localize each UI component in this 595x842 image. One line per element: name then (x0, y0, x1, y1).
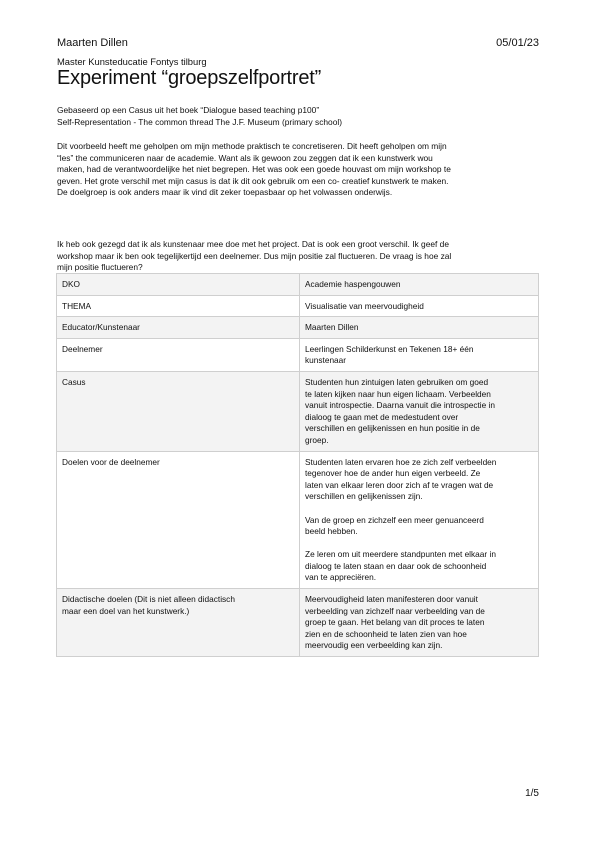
row-key: Didactische doelen (Dit is niet alleen didactisch maar een doel van het kunstwerk.) (57, 589, 300, 657)
source-line: Gebaseerd op een Casus uit het boek “Dialogue based teaching p100” (57, 105, 320, 115)
paragraph-line: De doelgroep is ook anders maar ik vind dit zeker toepasbaar op het volwassen onderwijs. (57, 187, 393, 198)
paragraph-line: “les” the communiceren naar de academie. Want als ik gewoon zou zeggen dat ik een kunstwerk wou (57, 152, 433, 163)
source-line: Self-Representation - The common thread The J.F. Museum (primary school) (57, 117, 343, 127)
paragraph-line: Ik heb ook gezegd dat ik als kunstenaar mee doe met het project. Dat is ook een groot verschil. Ik geef de (57, 239, 449, 249)
table-row (57, 589, 539, 657)
row-key: Deelnemer (57, 338, 300, 371)
document-date: 05/01/23 (496, 37, 539, 49)
row-value: Visualisatie van meervoudigheid (300, 295, 539, 317)
row-key: DKO (57, 274, 300, 296)
position-paragraph (57, 239, 542, 274)
table-row (57, 317, 539, 339)
row-value: Studenten laten ervaren hoe ze zich zelf verbeelden tegenover hoe de ander hun eigen verbeeld. Ze laten van elkaar leren door zich af te vragen wat de verschillen en gelijkenissen zijn. Van de groep en zichzelf een meer genuanceerd beeld hebben. Ze leren om uit meerdere standpunten met elkaar in dialoog te laten staan en daar ook de schoonheid van te appreciëren. (300, 451, 539, 589)
row-value: Leerlingen Schilderkunst en Tekenen 18+ één kunstenaar (300, 338, 539, 371)
row-value: Studenten hun zintuigen laten gebruiken om goed te laten kijken naar hun eigen lichaam. Verbeelden vanuit introspectie. Daarna vanuit die introspectie in dialoog te gaan met de medestudent over verschillen en gelijkenissen en hun positie in de groep. (300, 371, 539, 451)
table-row (57, 451, 539, 589)
table-row (57, 295, 539, 317)
page-title: Experiment “groepszelfportret” (57, 67, 322, 89)
table-row (57, 371, 539, 451)
intro-paragraph (57, 141, 542, 199)
row-key: THEMA (57, 295, 300, 317)
paragraph-line: mijn positie fluctueren? (57, 262, 143, 273)
row-key: Educator/Kunstenaar (57, 317, 300, 339)
paragraph-line: geven. Het grote verschil met mijn casus is dat ik dit ook gebruik om een co- creatief kunstwerk te maken. (57, 175, 449, 186)
row-key: Doelen voor de deelnemer (57, 451, 300, 589)
paragraph-line: workshop maar ik ben ook tegelijkertijd een deelnemer. Dus mijn positie zal fluctueren. De vraag is hoe zal (57, 250, 452, 261)
page-number: 1/5 (525, 788, 539, 799)
info-table (56, 273, 539, 657)
program-name: Master Kunsteducatie Fontys tilburg (57, 56, 207, 67)
row-value: Academie haspengouwen (300, 274, 539, 296)
row-key: Casus (57, 371, 300, 451)
table-row (57, 338, 539, 371)
table-row (57, 274, 539, 296)
paragraph-line: maken, had de verantwoordelijke het niet begrepen. Het was ook een goede houvast om mijn workshop te (57, 164, 451, 175)
paragraph-line: Dit voorbeeld heeft me geholpen om mijn methode praktisch te concretiseren. Dit heeft geholpen om mijn (57, 141, 447, 151)
row-value: Meervoudigheid laten manifesteren door vanuit verbeelding van zichzelf naar verbeelding van de groep te gaan. Het belang van dit proces te laten zien en de schoonheid te laten zien van hoe meervoudig een verbeelding kan zijn. (300, 589, 539, 657)
author-name: Maarten Dillen (57, 37, 128, 49)
source-reference (57, 104, 542, 128)
row-value: Maarten Dillen (300, 317, 539, 339)
